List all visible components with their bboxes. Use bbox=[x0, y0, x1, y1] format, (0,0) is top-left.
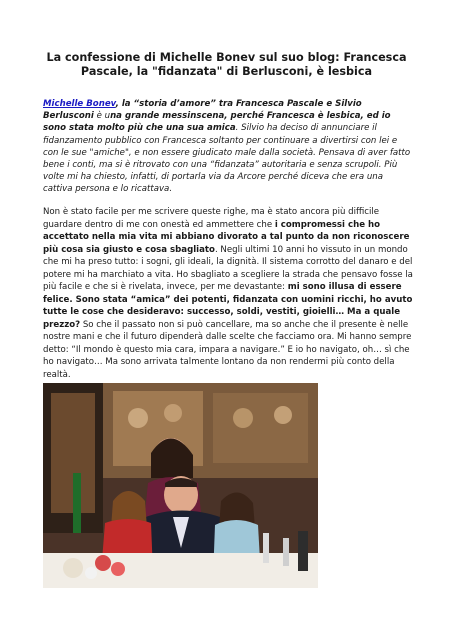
intro-bold-1: , la “storia d’amore” tra Francesca Pascale e Silvio Berlusconi bbox=[43, 99, 362, 122]
intro-paragraph bbox=[43, 98, 413, 196]
intro-text-1: è u bbox=[93, 111, 111, 122]
article-title: La confessione di Michelle Bonev sul suo blog: Francesca Pascale, la "fidanzata" di Berlusconi, è lesbica bbox=[46, 51, 407, 78]
body-text-2: . Negli ultimi 10 anni ho vissuto in un mondo che mi ha preso tutto: i sogni, gli ideali, la dignità. Il sistema corrotto del danaro e del potere mi ha marchiato a vita. Ho sbagliato a scegliere la strada che pensavo fosse la più facile e che si è rivelata, invece, per me devastante: bbox=[43, 244, 413, 292]
body-text-1: Non è stato facile per me scrivere queste righe, ma è stato ancora più difficile guardare dentro di me con onestà ed ammettere che bbox=[43, 207, 380, 230]
body-text-3: So che il passato non si può cancellare, ma so anche che il presente è nelle nostre mani e che il futuro dipenderà dalle scelte che facciamo ora. Mi hanno sempre detto: “Il mondo è questo mia cara, impara a navigare.” E io ho navigato, oh… sì che ho navigato… Ma sono arrivata talmente lontano da non rendermi più conto della realtà. bbox=[43, 319, 412, 380]
author-link[interactable]: Michelle Bonev bbox=[43, 99, 116, 109]
body-paragraph bbox=[43, 206, 413, 381]
article-photo bbox=[43, 383, 318, 588]
dinner-photo-illustration bbox=[43, 383, 318, 588]
body-bold-2: mi sono illusa di essere felice. Sono stata “amica” dei potenti, fidanzata con uomini ricchi, ho avuto tutte le cose che desideravo: successo, soldi, vestiti, gioielli… Ma a quale prezzo? bbox=[43, 282, 413, 330]
body-bold-1: i compromessi che ho accettato nella mia vita mi abbiano divorato a tal punto da non riconoscere più cosa sia giusto e cosa sbagliato bbox=[43, 219, 410, 255]
intro-bold-2: na grande messinscena, perché Francesca è lesbica, ed io sono stata molto più che una sua amica bbox=[43, 111, 391, 134]
intro-text-2: . Silvio ha deciso di annunciare il fidanzamento pubblico con Francesca soltanto per continuare a divertirsi con lei e con le sue "amiche", e non essere giudicato male dalla società. Pensava di aver fatto bene i conti, ma si è ritrovato con una “fidanzata” autoritaria e senza scrupoli. Più volte mi ha chiesto, infatti, di portarla via da Arcore perché diceva che era una cattiva persona e lo ricattava. bbox=[43, 123, 411, 195]
